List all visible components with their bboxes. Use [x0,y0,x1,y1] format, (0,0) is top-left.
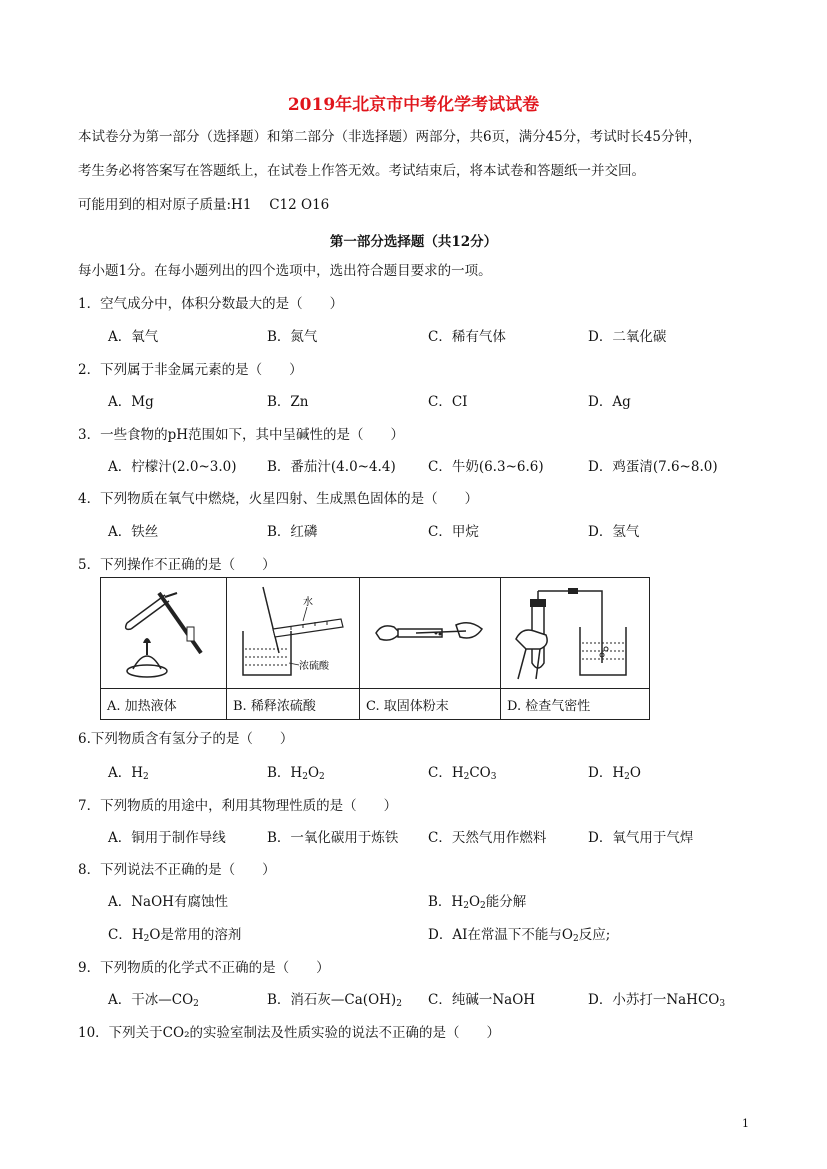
airtightness-illustration [510,583,640,683]
intro-line-2: 考生务必将答案写在答题纸上，在试卷上作答无效。考试结束后，将本试卷和答题纸一并交回。 [78,163,645,179]
q6-option-a [108,761,149,781]
q2-option-c: C．CI [428,394,468,410]
q9-d-sub: 3 [719,999,726,1009]
section-instruction: 每小题1分。在每小题列出的四个选项中，选出符合题目要求的一项。 [78,263,492,279]
question-6-stem: 6.下列物质含有氢分子的是（ ） [78,731,294,747]
q1-option-d: D．二氧化碳 [588,329,667,345]
airtightness-figure [501,578,650,689]
solid-powder-illustration [370,603,490,663]
q3-option-b: B．番茄汁(4.0~4.4) [267,459,396,475]
q4-option-d: D．氢气 [588,524,640,540]
q6-a-prefix: A．H [108,765,144,781]
q2-option-a: A．Mg [108,394,154,410]
dilute-acid-figure [227,578,360,689]
q6-d-prefix: D．H [588,765,625,781]
heating-liquid-figure [101,578,227,689]
water-label: 水 [303,597,313,608]
q9-b-sub: 2 [396,999,402,1009]
q9-option-d [588,988,725,1008]
q3-option-a: A．柠檬汁(2.0~3.0) [108,459,237,475]
heating-liquid-illustration [109,583,219,683]
q8-b-sub1: 2 [463,901,469,911]
q1-option-a: A．氧气 [108,329,159,345]
q6-d-suffix: O [629,765,641,781]
question-10-stem: 10．下列关于CO₂的实验室制法及性质实验的说法不正确的是（ ） [78,1025,500,1041]
q8-d-prefix: D．AI在常温下不能与O [428,927,573,943]
question-1-stem: 1．空气成分中，体积分数最大的是（ ） [78,296,344,312]
q9-option-a [108,988,199,1008]
q9-option-c: C．纯碱一NaOH [428,992,536,1008]
q7-option-b: B．一氧化碳用于炼铁 [267,830,399,846]
q2-option-b: B．Zn [267,394,309,410]
q6-c-sub2: 3 [490,772,497,782]
page-title: 2019年北京市中考化学考试试卷 [287,95,540,115]
q5-figure-table [100,577,650,720]
q8-option-b [428,890,526,910]
q6-c-prefix: C．H [428,765,464,781]
acid-label: 浓硫酸 [299,661,329,672]
question-8-stem: 8．下列说法不正确的是（ ） [78,862,276,878]
q8-option-a: A．NaOH有腐蚀性 [108,894,228,910]
q6-option-d [588,761,641,781]
option-a-caption: A. 加热液体 [101,689,227,720]
q8-c-suffix: O是常用的溶剂 [149,927,242,943]
q8-c-sub: 2 [143,934,150,944]
q8-b-sub2: 2 [480,901,486,911]
option-b-caption: B. 稀释浓硫酸 [227,689,360,720]
atomic-mass-line: 可能用到的相对原子质量:H1 C12 O16 [78,197,330,213]
q9-a-prefix: A．干冰—CO [108,992,194,1008]
dilute-acid-illustration [233,583,353,683]
q9-d-prefix: D．小苏打一NaHCO [588,992,720,1008]
q9-b-prefix: B．消石灰—Ca(OH) [267,992,397,1008]
q7-option-a: A．铜用于制作导线 [108,830,226,846]
question-4-stem: 4．下列物质在氧气中燃烧，火星四射、生成黑色固体的是（ ） [78,491,479,507]
q4-option-b: B．红磷 [267,524,318,540]
question-5-stem: 5．下列操作不正确的是（ ） [78,557,276,573]
q9-a-sub: 2 [193,999,199,1009]
q6-option-c [428,761,496,781]
option-c-caption: C. 取固体粉末 [360,689,501,720]
question-3-stem: 3．一些食物的pH范围如下，其中呈碱性的是（ ） [78,427,405,443]
question-9-stem: 9．下列物质的化学式不正确的是（ ） [78,960,330,976]
q1-option-b: B．氮气 [267,329,318,345]
q6-b-sub2: 2 [319,772,325,782]
q8-c-prefix: C．H [108,927,144,943]
q6-b-mid: O [307,765,320,781]
q7-option-d: D．氧气用于气焊 [588,830,694,846]
q8-b-suffix: 能分解 [485,894,527,910]
q9-option-b [267,988,402,1008]
q4-option-a: A．铁丝 [108,524,159,540]
q4-option-c: C．甲烷 [428,524,479,540]
q6-d-sub: 2 [624,772,630,782]
solid-powder-figure [360,578,501,689]
q8-option-c [108,923,241,943]
q8-option-d [428,923,610,943]
q6-b-prefix: B．H [267,765,303,781]
option-d-caption: D. 检查气密性 [501,689,650,720]
q6-a-sub: 2 [143,772,149,782]
page-number: 1 [742,1117,749,1130]
q8-b-mid: O [468,894,481,910]
q8-b-prefix: B．H [428,894,464,910]
question-7-stem: 7．下列物质的用途中，利用其物理性质的是（ ） [78,798,398,814]
q3-option-c: C．牛奶(6.3~6.6) [428,459,544,475]
q6-option-b [267,761,325,781]
q1-option-c: C．稀有气体 [428,329,506,345]
q6-b-sub1: 2 [302,772,308,782]
intro-line-1: 本试卷分为第一部分（选择题）和第二部分（非选择题）两部分，共6页，满分45分，考试时长45分钟， [78,129,702,145]
q8-d-sub: 2 [572,934,579,944]
q7-option-c: C．天然气用作燃料 [428,830,547,846]
q3-option-d: D．鸡蛋清(7.6~8.0) [588,459,718,475]
q2-option-d: D．Ag [588,394,631,410]
q8-d-suffix: 反应; [578,927,611,943]
section-heading: 第一部分选择题（共12分） [329,234,498,250]
question-2-stem: 2．下列属于非金属元素的是（ ） [78,362,303,378]
q6-c-mid: CO [469,765,491,781]
q6-c-sub1: 2 [463,772,470,782]
